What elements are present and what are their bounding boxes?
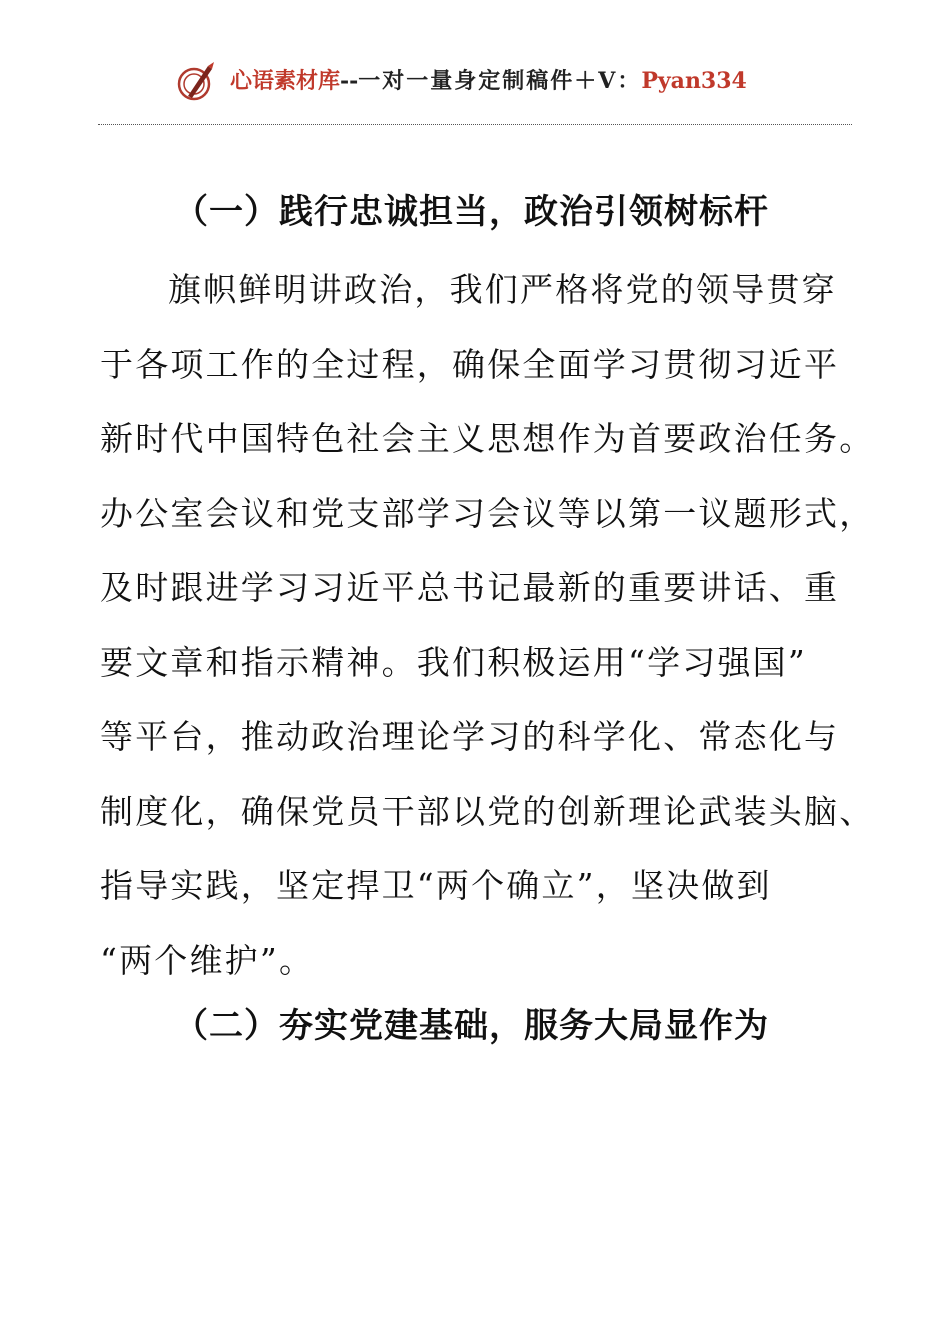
header-slogan: 一对一量身定制稿件＋V： — [358, 68, 642, 94]
header-text — [230, 64, 747, 99]
paragraph-line: 等平台，推动政治理论学习的科学化、常态化与 — [100, 717, 840, 756]
paragraph-line: 及时跟进学习习近平总书记最新的重要讲话、重 — [100, 568, 840, 607]
paragraph-line: 办公室会议和党支部学习会议等以第一议题形式， — [100, 493, 875, 533]
body-paragraph — [100, 253, 875, 998]
paragraph-line: 旗帜鲜明讲政治，我们严格将党的领导贯穿 — [168, 270, 837, 309]
page-header — [0, 52, 950, 108]
paragraph-line: 制度化，确保党员干部以党的创新理论武装头脑、 — [100, 791, 875, 831]
paragraph-line: 新时代中国特色社会主义思想作为首要政治任务。 — [100, 419, 875, 458]
brand-name: 心语素材库 — [230, 68, 341, 94]
section-heading-2: （二）夯实党建基础，服务大局显作为 — [174, 1006, 769, 1046]
paragraph-line: “两个维护”。 — [100, 940, 315, 980]
header-divider — [98, 124, 852, 125]
paragraph-line: 于各项工作的全过程，确保全面学习贯彻习近平 — [100, 344, 840, 384]
header-contact: Pyan334 — [641, 68, 747, 94]
paragraph-line: 要文章和指示精神。我们积极运用“学习强国” — [100, 642, 807, 682]
header-separator: -- — [340, 68, 359, 94]
paragraph-line: 指导实践，坚定捍卫“两个确立”，坚决做到 — [100, 866, 772, 905]
section-heading-1: （一）践行忠诚担当，政治引领树标杆 — [174, 192, 769, 232]
quill-pen-logo-icon — [174, 60, 218, 104]
